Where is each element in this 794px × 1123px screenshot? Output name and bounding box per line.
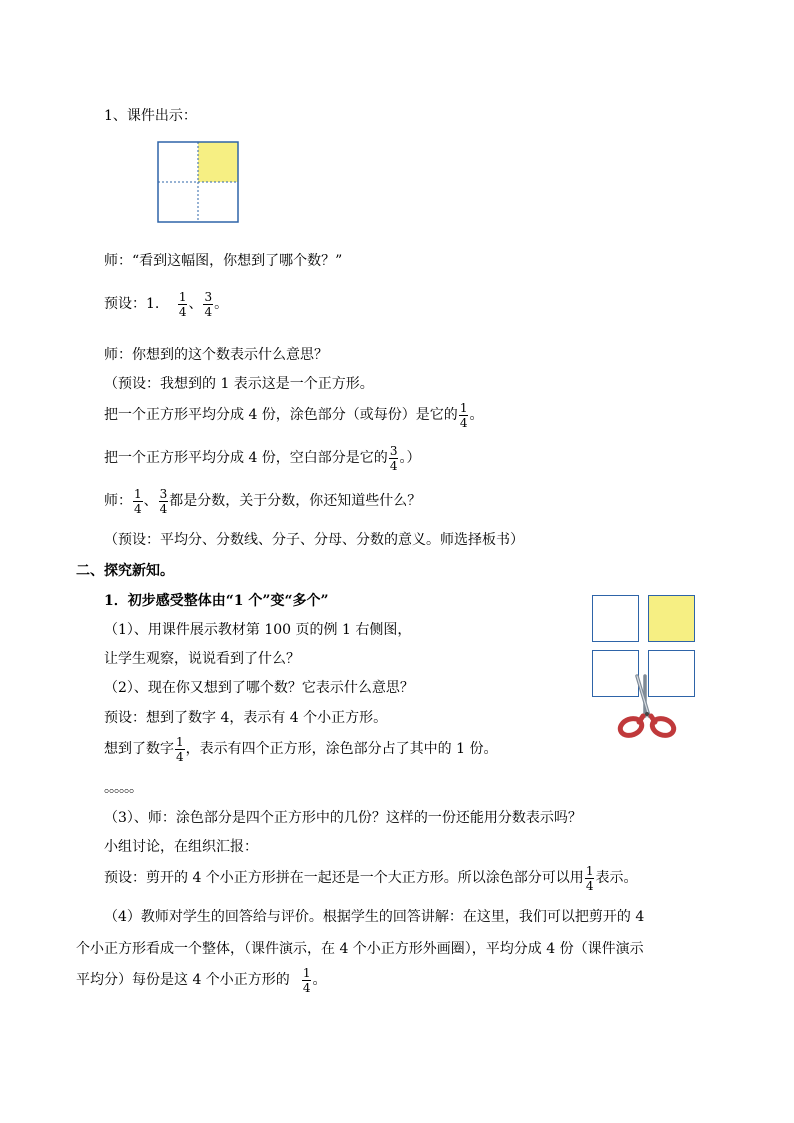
split-shaded-line bbox=[104, 398, 483, 432]
separator: 、 bbox=[188, 296, 203, 312]
fraction-denominator: 4 bbox=[159, 501, 168, 516]
ellipsis-dots: 。。。。。。 bbox=[104, 780, 141, 796]
sentence-end: 。 bbox=[214, 296, 229, 312]
fraction-one-quarter bbox=[178, 290, 188, 319]
para-2: 让学生观察，说说看到了什么？ bbox=[104, 651, 300, 667]
fraction-numerator: 1 bbox=[178, 289, 187, 304]
fraction-numerator: 3 bbox=[389, 443, 398, 458]
fraction-denominator: 4 bbox=[134, 501, 142, 516]
split-shaded-text: 把一个正方形平均分成 4 份，涂色部分（或每份）是它的 bbox=[104, 407, 458, 423]
fraction-one-quarter bbox=[133, 487, 143, 516]
para-8-post: 表示。 bbox=[595, 870, 638, 886]
fraction-square-figure bbox=[157, 141, 239, 223]
small-square-top-right-shaded bbox=[648, 595, 695, 642]
fraction-denominator: 4 bbox=[204, 304, 213, 319]
fraction-denominator: 4 bbox=[585, 878, 594, 893]
fraction-three-quarters bbox=[203, 290, 213, 319]
fraction-one-quarter bbox=[175, 735, 185, 764]
para-5 bbox=[104, 732, 497, 766]
fraction-one-quarter bbox=[459, 401, 469, 430]
para-11 bbox=[76, 963, 326, 997]
fraction-numerator: 1 bbox=[459, 400, 468, 415]
split-blank-text: 把一个正方形平均分成 4 份，空白部分是它的 bbox=[104, 450, 388, 466]
separator: 、 bbox=[143, 493, 158, 509]
shaded-quarter bbox=[198, 142, 238, 182]
sentence-end: 。） bbox=[399, 450, 421, 466]
scissors-icon bbox=[615, 672, 681, 742]
teacher-question-1: 师：“看到这幅图，你想到了哪个数？” bbox=[104, 253, 343, 269]
teacher-prefix: 师： bbox=[104, 493, 132, 509]
section2-heading: 二、探究新知。 bbox=[76, 563, 174, 579]
para-8-pre: 预设：剪开的 4 个小正方形拼在一起还是一个大正方形。所以涂色部分可以用 bbox=[104, 870, 584, 886]
fraction-numerator: 1 bbox=[585, 863, 594, 878]
fraction-numerator: 3 bbox=[159, 486, 168, 501]
para-5-post: ，表示有四个正方形，涂色部分占了其中的 1 份。 bbox=[185, 741, 498, 757]
fraction-numerator: 1 bbox=[134, 486, 142, 501]
preset-fractions bbox=[104, 287, 228, 321]
para-3: （2）、现在你又想到了哪个数？它表示什么意思？ bbox=[104, 680, 414, 696]
fraction-one-quarter bbox=[302, 966, 312, 995]
small-square-top-left bbox=[592, 595, 639, 642]
preset-close: （预设：平均分、分数线、分子、分母、分数的意义。师选择板书） bbox=[104, 532, 524, 548]
teacher-question-3 bbox=[104, 484, 421, 518]
fraction-three-quarters bbox=[389, 444, 399, 473]
para-4: 预设：想到了数字 4，表示有 4 个小正方形。 bbox=[104, 710, 388, 726]
para-11-post: 。 bbox=[312, 972, 327, 988]
para-8 bbox=[104, 861, 637, 895]
teacher-question-3-text: 都是分数，关于分数，你还知道些什么？ bbox=[169, 493, 422, 509]
fraction-denominator: 4 bbox=[389, 458, 398, 473]
para-6: （3）、师：涂色部分是四个正方形中的几份？这样的一份还能用分数表示吗？ bbox=[104, 810, 582, 826]
fraction-one-quarter bbox=[585, 864, 595, 893]
preset-label: 预设：1. bbox=[104, 296, 160, 312]
fraction-denominator: 4 bbox=[176, 749, 184, 764]
fraction-numerator: 1 bbox=[302, 965, 311, 980]
teacher-question-2: 师：你想到的这个数表示什么意思？ bbox=[104, 347, 328, 363]
fraction-denominator: 4 bbox=[178, 304, 187, 319]
sentence-end: 。 bbox=[469, 407, 484, 423]
para-1: （1）、用课件展示教材第 100 页的例 1 右侧图， bbox=[104, 622, 412, 638]
section1-heading: 1、课件出示： bbox=[104, 108, 197, 124]
para-10: 个小正方形看成一个整体，（课件演示，在 4 个小正方形外画圈），平均分成 4 份（课件演示 bbox=[76, 941, 644, 957]
para-7: 小组讨论，在组织汇报： bbox=[104, 839, 258, 855]
fraction-three-quarters bbox=[159, 487, 169, 516]
para-11-pre: 平均分）每份是这 4 个小正方形的 bbox=[76, 972, 290, 988]
fraction-denominator: 4 bbox=[459, 415, 468, 430]
para-5-pre: 想到了数字 bbox=[104, 741, 174, 757]
fraction-numerator: 1 bbox=[176, 734, 184, 749]
fraction-numerator: 3 bbox=[204, 289, 213, 304]
subsection-1-heading: 1．初步感受整体由“1 个”变“多个” bbox=[104, 593, 329, 609]
split-blank-line bbox=[104, 441, 420, 475]
para-9: （4）教师对学生的回答给与评价。根据学生的回答讲解：在这里，我们可以把剪开的 4 bbox=[104, 909, 645, 925]
fraction-denominator: 4 bbox=[302, 980, 311, 995]
preset-open: （预设：我想到的 1 表示这是一个正方形。 bbox=[104, 376, 374, 392]
